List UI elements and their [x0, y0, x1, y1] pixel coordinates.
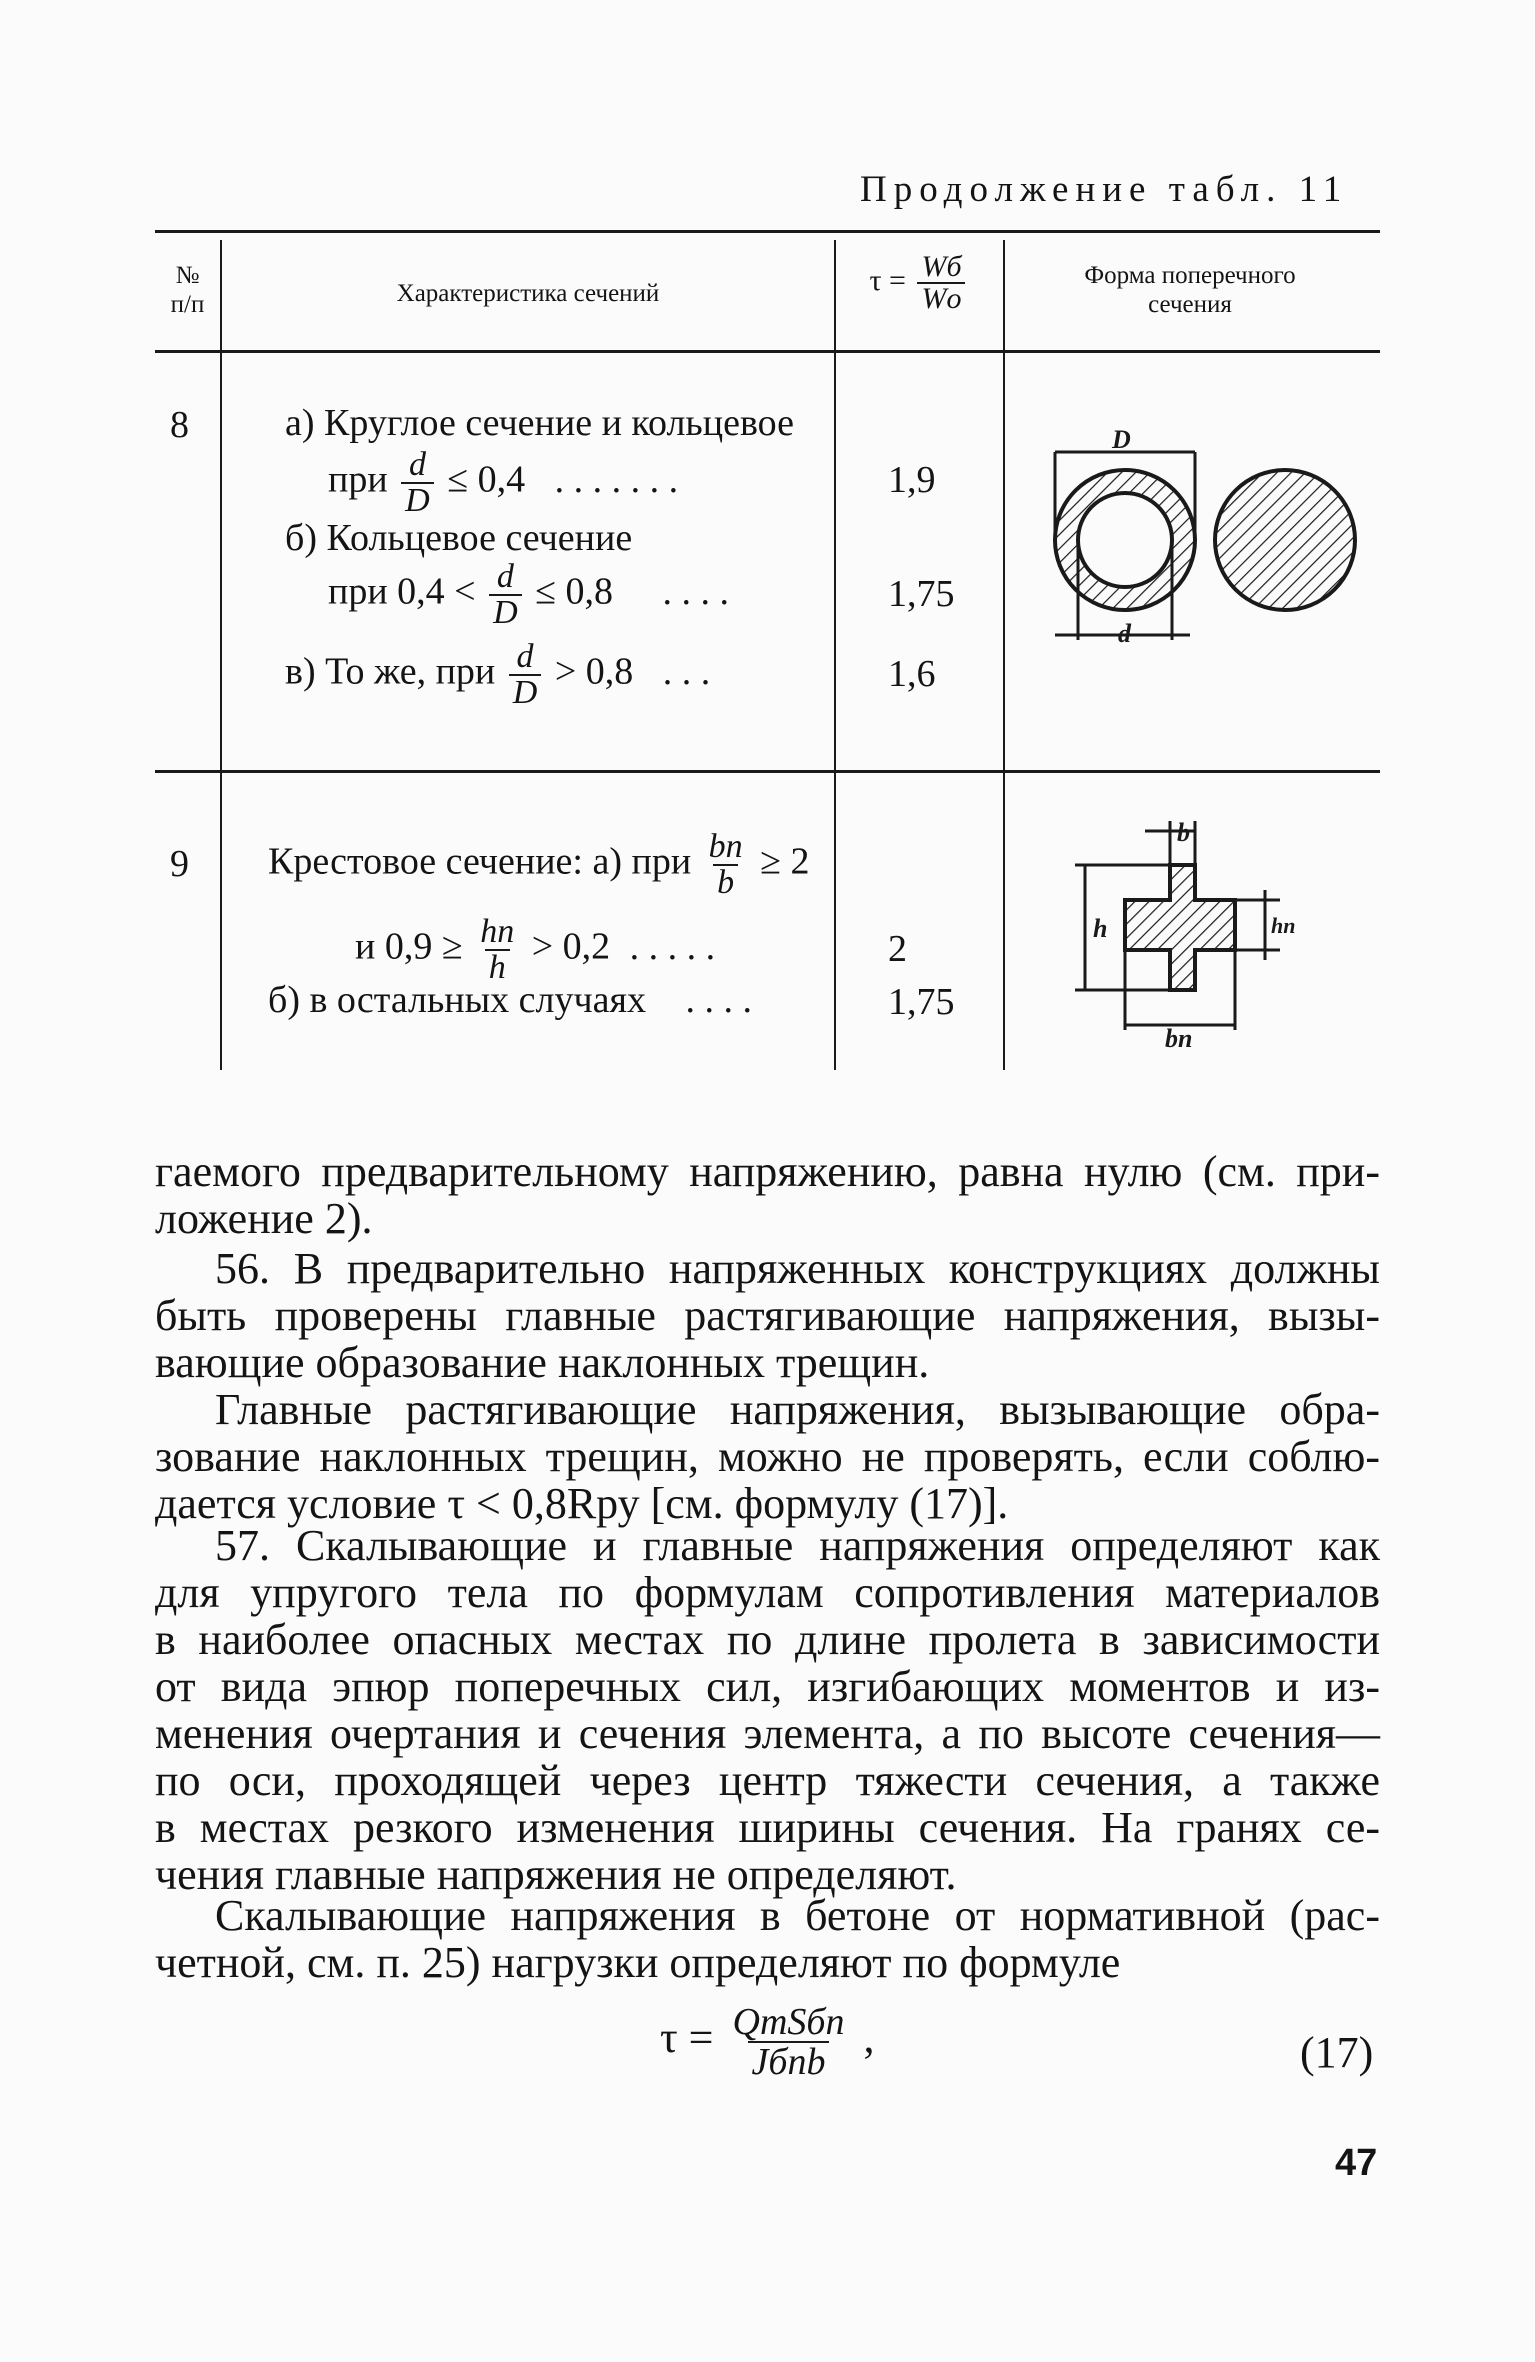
paragraph-57	[155, 1522, 1380, 1898]
row8-b-value: 1,75	[888, 573, 955, 615]
table-caption: Продолжение табл. 11	[860, 169, 1349, 210]
row9-b-dots: . . . . .	[629, 925, 716, 968]
table-col-divider-1	[220, 240, 222, 1070]
row9-b-frac-num: hп	[480, 913, 515, 950]
page-number: 47	[1335, 2142, 1378, 2184]
paragraph-line: 56. В предварительно напряженных конструкциях должны	[215, 1244, 1380, 1293]
table-top-rule	[155, 230, 1380, 233]
table-row-rule	[155, 770, 1380, 773]
row8-c-frac-num: d	[516, 638, 534, 675]
row8-a-frac-den: D	[401, 482, 434, 518]
row9-b-fraction	[476, 915, 518, 985]
row8-c-cond: > 0,8	[554, 650, 634, 693]
row9-b-frac-den: h	[485, 949, 510, 985]
paragraph-1	[155, 1148, 1380, 1242]
header-num-text: № п/п	[170, 262, 205, 318]
paragraph-line: четной, см. п. 25) нагрузки определяют по формуле	[155, 1938, 1121, 1987]
header-tau-den: Wо	[917, 282, 965, 314]
paragraph-line: 57. Скалывающие и главные напряжения определяют как	[215, 1521, 1380, 1570]
fig-label-hn: hп	[1271, 913, 1296, 938]
row8-a-value: 1,9	[888, 459, 936, 501]
row9-c-text: б) в остальных случаях	[268, 979, 646, 1021]
paragraph-line: вающие образование наклонных трещин.	[155, 1338, 930, 1387]
header-shape: Форма поперечного сечения	[1084, 262, 1296, 318]
row8-b-line1: б) Кольцевое сечение	[285, 517, 633, 559]
table-col-divider-2	[834, 240, 836, 1070]
paragraph-56	[155, 1245, 1380, 1386]
fig-label-b: b	[1177, 818, 1190, 847]
table-col-divider-3	[1003, 240, 1005, 1070]
row8-c-value: 1,6	[888, 653, 936, 695]
paragraph-line: для упругого тела по формулам сопротивления материалов	[155, 1568, 1380, 1617]
paragraph-line: в наиболее опасных местах по длине пролета в зависимости	[155, 1615, 1380, 1664]
paragraph-line: менения очертания и сечения элемента, а по высоте сечения—	[155, 1709, 1380, 1758]
row9-b-line	[355, 915, 715, 985]
paragraph-line: Скалывающие напряжения в бетоне от нормативной (рас-	[215, 1891, 1380, 1940]
paragraph-main-stress	[155, 1386, 1380, 1527]
table-header-rule	[155, 350, 1380, 353]
row8-b-frac-num: d	[496, 558, 514, 595]
fig-label-bn: bп	[1165, 1024, 1193, 1050]
paragraph-line: дается условие τ < 0,8Rру [см. формулу (17)].	[155, 1479, 1009, 1528]
row8-c-fraction	[509, 640, 542, 710]
row8-a-line1: а) Круглое сечение и кольцевое	[285, 402, 794, 444]
fig-label-h: h	[1093, 914, 1108, 943]
row8-a-dots: . . . . . . .	[554, 458, 679, 501]
row9-a-fraction	[705, 830, 747, 900]
row9-b-pre: и 0,9 ≥	[355, 925, 463, 968]
row9-c-dots: . . . .	[685, 979, 752, 1021]
row9-b-cond: > 0,2	[531, 925, 611, 968]
fig-label-d: d	[1118, 619, 1131, 648]
row9-c-line	[268, 978, 752, 1022]
paragraph-shear	[155, 1892, 1380, 1986]
formula-den: Jбпb	[748, 2041, 830, 2081]
formula-fraction	[729, 2003, 849, 2081]
row9-num: 9	[170, 843, 189, 885]
row9-section-figure	[1065, 815, 1335, 1050]
formula-comma: ,	[863, 2013, 875, 2063]
row9-b-value: 2	[888, 928, 907, 970]
formula-lhs: τ =	[660, 2013, 714, 2063]
header-characteristic: Характеристика сечений	[396, 280, 660, 307]
row8-b-pri: при 0,4 <	[328, 570, 476, 613]
paragraph-line: быть проверены главные растягивающие напряжения, вызы-	[155, 1291, 1380, 1340]
header-tau-fraction	[917, 252, 965, 314]
row8-a-pri: при	[328, 458, 388, 501]
fig-label-D: D	[1112, 430, 1131, 454]
row9-a-pre: Крестовое сечение: а) при	[268, 840, 692, 883]
formula-number: (17)	[1300, 2028, 1374, 2077]
row9-a-line	[268, 830, 810, 900]
header-tau-num: Wб	[921, 250, 962, 283]
row8-c-dots: . . .	[662, 650, 711, 693]
row8-b-cond: ≤ 0,8	[535, 570, 614, 613]
row8-a-line2	[328, 448, 678, 518]
row9-a-frac-num: bп	[708, 828, 743, 865]
paragraph-line: ложение 2).	[155, 1194, 373, 1243]
row8-c-line	[285, 640, 710, 710]
paragraph-line: Главные растягивающие напряжения, вызывающие обра-	[215, 1385, 1380, 1434]
header-tau-lhs: τ =	[869, 263, 906, 297]
row8-a-fraction	[401, 448, 434, 518]
row8-c-frac-den: D	[509, 674, 542, 710]
row8-b-line2	[328, 560, 729, 630]
header-tau	[836, 252, 1003, 314]
row8-num: 8	[170, 404, 189, 446]
paragraph-line: зование наклонных трещин, можно не проверять, если соблю-	[155, 1432, 1380, 1481]
paragraph-line: в местах резкого изменения ширины сечения. На гранях се-	[155, 1803, 1380, 1852]
row8-a-frac-num: d	[408, 446, 426, 483]
formula-17	[660, 2003, 875, 2081]
row8-b-fraction	[489, 560, 522, 630]
paragraph-line: по оси, проходящей через центр тяжести сечения, а также	[155, 1756, 1380, 1805]
row8-b-dots: . . . .	[662, 570, 730, 613]
row9-a-frac-den: b	[713, 864, 738, 900]
row8-section-figure	[1050, 430, 1360, 650]
paragraph-line: от вида эпюр поперечных сил, изгибающих моментов и из-	[155, 1662, 1380, 1711]
row8-b-frac-den: D	[489, 594, 522, 630]
row8-a-cond: ≤ 0,4	[447, 458, 526, 501]
header-num	[155, 262, 220, 320]
paragraph-line: чения главные напряжения не определяют.	[155, 1850, 957, 1899]
formula-num: QтSбп	[732, 2001, 845, 2043]
row9-a-cond: ≥ 2	[760, 840, 810, 883]
row9-c-value: 1,75	[888, 981, 955, 1023]
row8-c-pre: в) То же, при	[285, 650, 496, 693]
paragraph-line: гаемого предварительному напряжению, равна нулю (см. при-	[155, 1147, 1380, 1196]
